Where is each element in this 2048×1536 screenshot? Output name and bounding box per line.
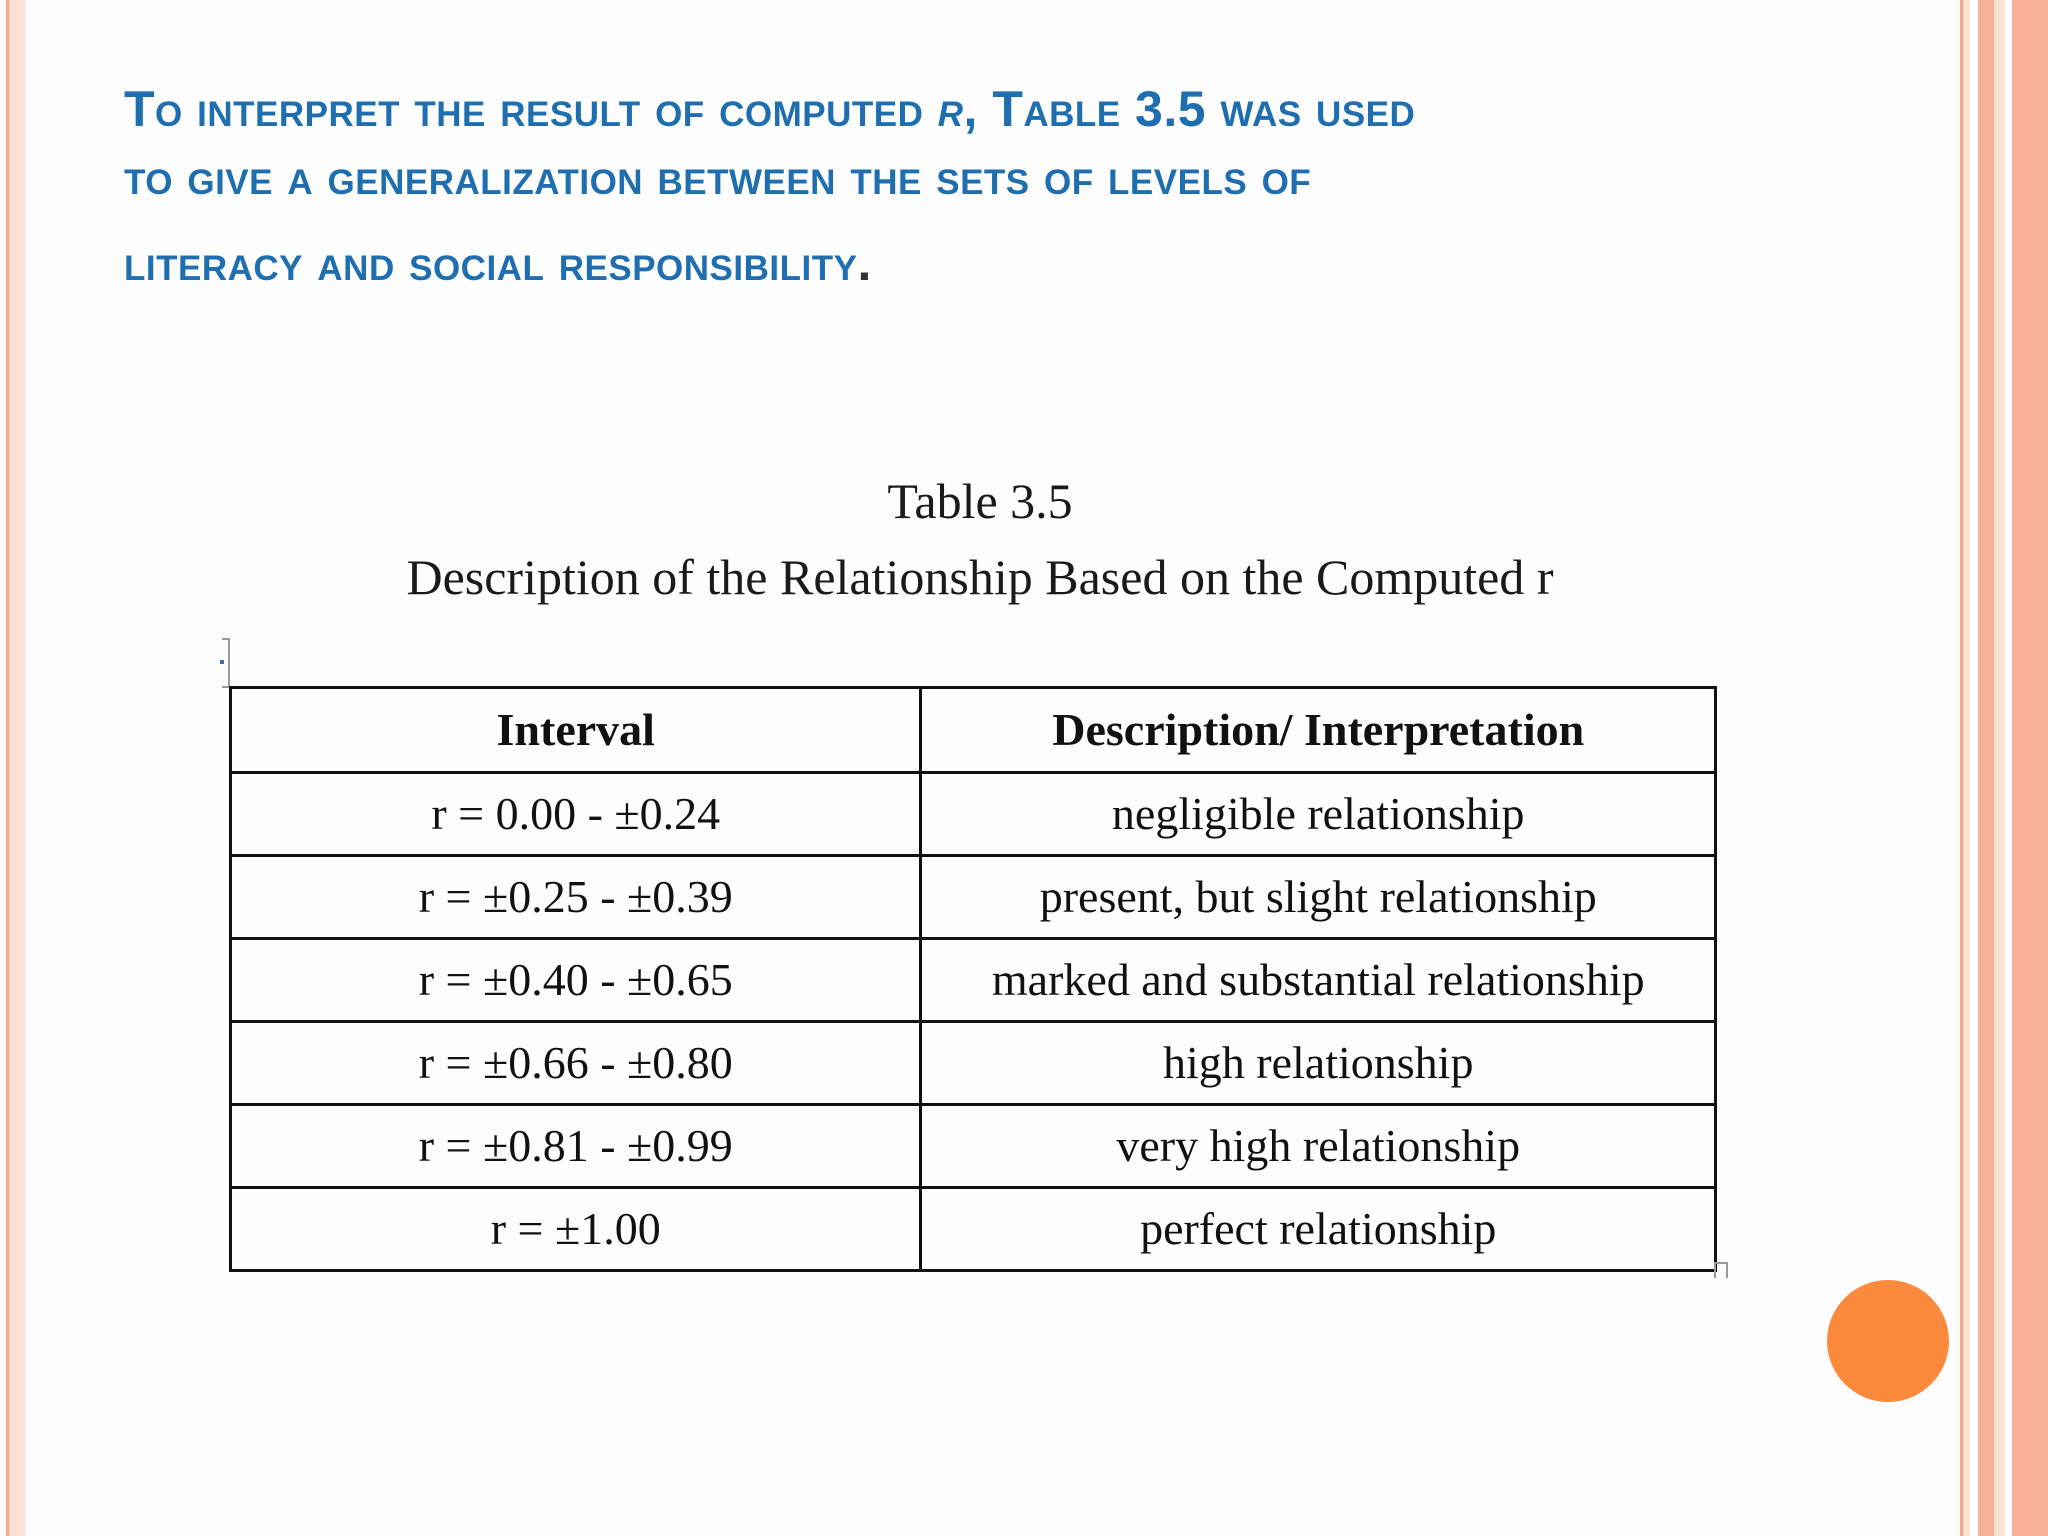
- description-cell: negligible relationship: [921, 773, 1716, 856]
- table-row: [231, 939, 1716, 1022]
- description-cell: marked and substantial relationship: [921, 939, 1716, 1022]
- description-cell: present, but slight relationship: [921, 856, 1716, 939]
- table-caption-number: Table 3.5: [887, 473, 1073, 529]
- interval-cell: r = ±0.81 - ±0.99: [231, 1105, 921, 1188]
- table-caption-title: Description of the Relationship Based on the Computed r: [406, 549, 1554, 605]
- slide-left-border: [0, 0, 25, 1536]
- table-row: [231, 1188, 1716, 1271]
- interval-cell: r = ±0.25 - ±0.39: [231, 856, 921, 939]
- object-resize-handle[interactable]: [1714, 1262, 1728, 1278]
- description-cell: very high relationship: [921, 1105, 1716, 1188]
- interval-cell: r = 0.00 - ±0.24: [231, 773, 921, 856]
- title-line-1: To interpret the result of computed r, Table 3.5 was used: [124, 81, 1416, 137]
- interval-cell: r = ±0.66 - ±0.80: [231, 1022, 921, 1105]
- header-description: Description/ Interpretation: [921, 688, 1716, 773]
- table-row: [231, 856, 1716, 939]
- description-cell: perfect relationship: [921, 1188, 1716, 1271]
- table-header-row: [231, 688, 1716, 773]
- header-interval: Interval: [231, 688, 921, 773]
- slide-title: [124, 81, 1764, 306]
- interval-cell: r = ±1.00: [231, 1188, 921, 1271]
- slide-right-border: [1960, 0, 2048, 1536]
- description-cell: high relationship: [921, 1022, 1716, 1105]
- table-row: [231, 1022, 1716, 1105]
- title-line-3: literacy and social responsibility.: [124, 235, 872, 291]
- title-line-2: to give a generalization between the sets of levels of: [124, 149, 1312, 205]
- interval-cell: r = ±0.40 - ±0.65: [231, 939, 921, 1022]
- table-row: [231, 1105, 1716, 1188]
- anchor-dot-icon: [220, 660, 224, 664]
- interpretation-table: [229, 686, 1717, 1272]
- decorative-orange-circle: [1827, 1280, 1949, 1402]
- table-row: [231, 773, 1716, 856]
